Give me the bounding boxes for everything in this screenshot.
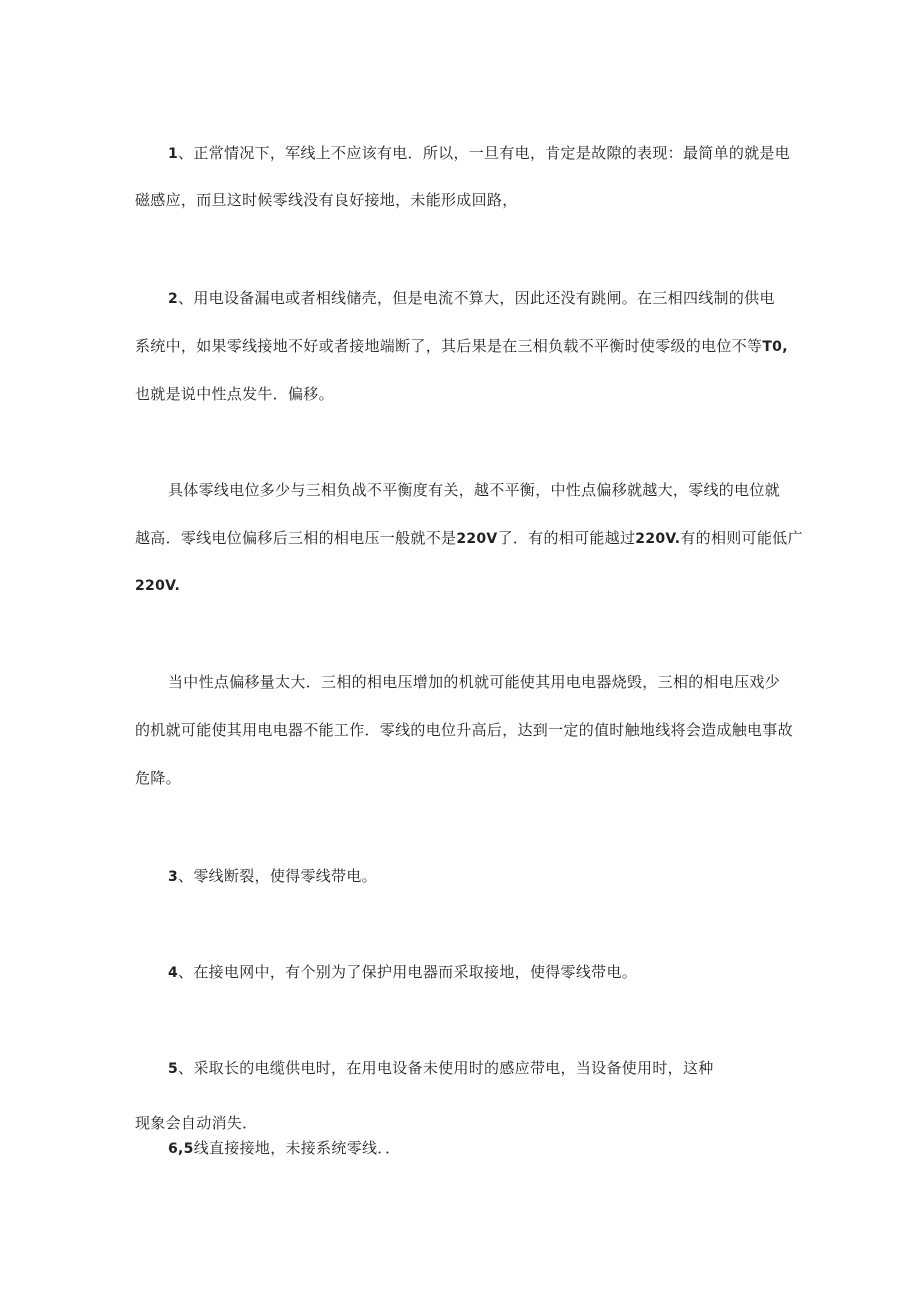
item-number: 3 (168, 869, 179, 885)
paragraph-4-line-1: 当中性点偏移量太大．三相的相电压增加的机就可能使其用电电器烧毁，三相的相电压戏少 (168, 673, 781, 691)
paragraph-text: 、用电设备漏电或者相线储壳，但是电流不算大，因此还没有跳闸。在三相四线制的供电 (178, 289, 775, 307)
bold-value: T0, (762, 339, 788, 355)
paragraph-1-line-1 (168, 143, 790, 164)
paragraph-text: 、零线断裂，使得零线带电。 (178, 867, 377, 885)
item-number: 4 (168, 965, 179, 981)
item-5-line-2: 现象会自动消失． (135, 1114, 258, 1132)
paragraph-4-line-3: 危降。 (135, 769, 181, 787)
item-number: 6,5 (168, 1141, 194, 1157)
item-6-line (168, 1138, 400, 1159)
paragraph-2-line-2 (135, 336, 788, 357)
voltage-value: 220V. (635, 531, 681, 547)
item-number: 1 (168, 146, 179, 162)
item-number: 2 (168, 291, 179, 307)
paragraph-4-line-2: 的机就可能使其用电电器不能工作．零线的电位升高后，达到一定的值时触地线将会造成触电事故 (135, 721, 793, 739)
paragraph-text: 线直接接地，未接系统零线．． (193, 1139, 401, 1157)
paragraph-text: 了．有的相可能越过 (497, 529, 636, 547)
paragraph-2-line-3: 也就是说中性点发牛．偏移。 (135, 385, 334, 403)
paragraph-1-line-2: 磁感应，而旦这时候零线没有良好接地，未能形成回路， (135, 191, 518, 209)
item-number: 5 (168, 1061, 179, 1077)
item-3-line (168, 866, 377, 887)
item-4-line (168, 962, 637, 983)
voltage-value: 220V (456, 531, 498, 547)
paragraph-text: 、采取长的电缆供电时，在用电设备未使用时的感应带电，当设备使用时，这种 (178, 1059, 714, 1077)
item-5-line-1 (168, 1058, 714, 1079)
paragraph-3-line-1: 具体零线电位多少与三相负战不平衡度有关，越不平衡，中性点偏移就越大，零线的电位就 (168, 481, 781, 499)
paragraph-text: 、在接电网中，有个别为了保护用电器而采取接地，使得零线带电。 (178, 963, 638, 981)
paragraph-text: 系统中，如果零线接地不好或者接地端断了，其后果是在三相负载不平衡时使零级的电位不等 (135, 337, 763, 355)
paragraph-text: 有的相则可能低广 (680, 529, 803, 547)
paragraph-3-line-2 (135, 528, 803, 549)
paragraph-text: 、正常情况下，军线上不应该有电．所以，一旦有电，肯定是故隙的表现：最简单的就是电 (178, 144, 791, 162)
paragraph-2-line-1 (168, 288, 775, 309)
paragraph-3-line-3: 220V. (135, 578, 181, 594)
paragraph-text: 越高．零线电位偏移后三相的相电压一般就不是 (135, 529, 457, 547)
